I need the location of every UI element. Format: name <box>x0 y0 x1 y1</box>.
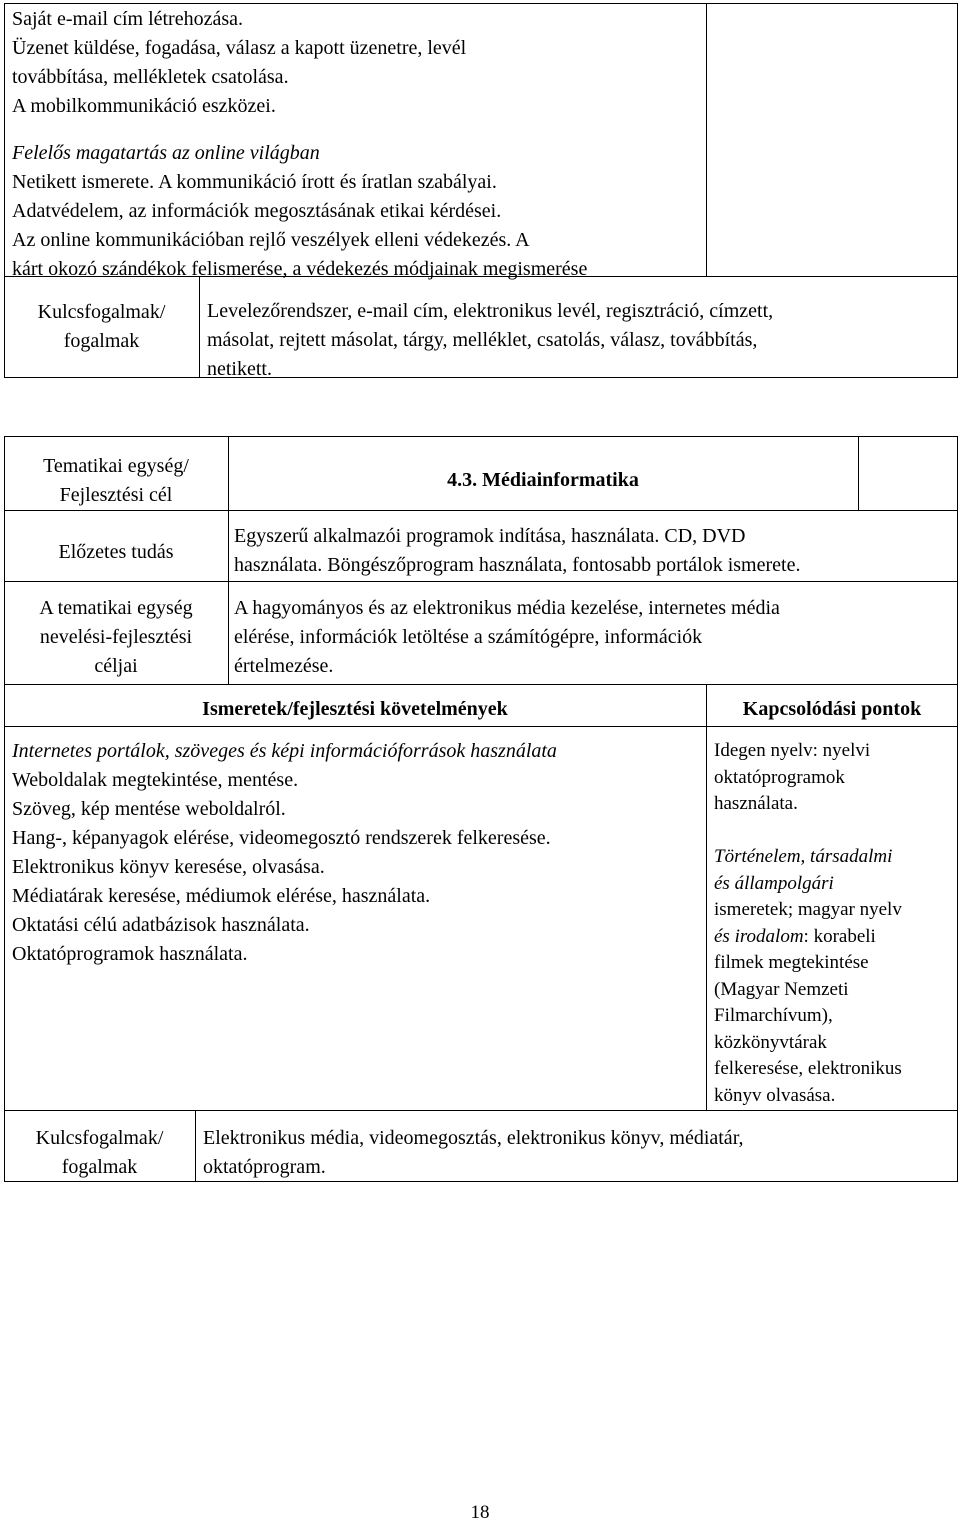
links-line: felkeresése, elektronikus <box>714 1058 902 1079</box>
unit-title <box>228 466 858 495</box>
key-label-line: Kulcsfogalmak/ <box>37 301 166 323</box>
goals-label-line: céljai <box>94 655 138 677</box>
table-2-key-divider <box>195 1110 196 1182</box>
links-line: könyv olvasása. <box>714 1084 836 1106</box>
unit-label-line: Tematikai egység/ <box>43 455 189 477</box>
links-line <box>714 924 902 951</box>
links-line: Idegen nyelv: nyelvi <box>714 740 871 761</box>
goals-label-line: nevelési-fejlesztési <box>39 626 193 648</box>
links-line: ismeretek; magyar nyelv <box>714 899 902 920</box>
links-line: (Magyar Nemzeti <box>714 978 849 1000</box>
goals-text-line: értelmezése. <box>234 655 334 677</box>
table-1-col-divider-top <box>706 3 707 276</box>
goals-label <box>4 594 228 681</box>
req-list <box>12 737 557 969</box>
content-line: Üzenet küldése, fogadása, válasz a kapott üzenetre, levél <box>12 37 467 59</box>
links-header <box>706 695 958 724</box>
key-text-line: netikett. <box>207 358 272 380</box>
content-line: továbbítása, mellékletek csatolása. <box>12 66 289 88</box>
prior-text-line: Egyszerű alkalmazói programok indítása, használata. CD, DVD <box>234 525 746 547</box>
req-line: Médiatárak keresése, médiumok elérése, használata. <box>12 885 431 907</box>
links-header-text: Kapcsolódási pontok <box>742 698 922 720</box>
prior-label-text: Előzetes tudás <box>58 541 174 563</box>
prior-text <box>234 522 800 580</box>
req-line: Hang-, képanyagok elérése, videomegosztó rendszerek felkeresése. <box>12 827 551 849</box>
req-line: Weboldalak megtekintése, mentése. <box>12 769 299 791</box>
goals-text-line: A hagyományos és az elektronikus média kezelése, internetes média <box>234 597 780 619</box>
prior-label <box>4 538 228 567</box>
links-line: használata. <box>714 793 798 814</box>
table-2-key-text <box>203 1124 744 1182</box>
key-text-line: másolat, rejtett másolat, tárgy, melléklet, csatolás, válasz, továbbítás, <box>207 329 758 351</box>
table-2-header-right-divider <box>858 436 859 510</box>
goals-label-line: A tematikai egység <box>39 597 193 619</box>
key-text-line: Elektronikus média, videomegosztás, elektronikus könyv, médiatár, <box>203 1127 744 1149</box>
table-2-row-divider <box>4 726 958 727</box>
content-line: kárt okozó szándékok felismerése, a védekezés módjainak megismerése <box>12 258 588 280</box>
table-1-col-divider-key <box>199 276 200 378</box>
req-line: Oktatási célú adatbázisok használata. <box>12 914 310 936</box>
key-text-line: Levelezőrendszer, e-mail cím, elektronikus levél, regisztráció, címzett, <box>207 300 774 322</box>
links-block-history <box>714 844 902 1109</box>
req-section-heading: Internetes portálok, szöveges és képi információforrások használata <box>12 740 557 762</box>
links-line: és állampolgári <box>714 872 834 894</box>
unit-label-line: Fejlesztési cél <box>59 484 173 506</box>
table-2-key-label <box>4 1124 195 1182</box>
links-line: közkönyvtárak <box>714 1031 827 1053</box>
table-2-row-divider <box>4 581 958 582</box>
req-header-text: Ismeretek/fejlesztési követelmények <box>202 698 508 720</box>
goals-text-line: elérése, információk letöltése a számítógépre, információk <box>234 626 703 648</box>
page-number: 18 <box>470 1502 490 1523</box>
key-label-line: fogalmak <box>61 1156 138 1178</box>
content-line: Netikett ismerete. A kommunikáció írott és íratlan szabályai. <box>12 171 497 193</box>
key-text-line: oktatóprogram. <box>203 1156 326 1178</box>
content-line: Adatvédelem, az információk megosztásának etikai kérdései. <box>12 200 502 222</box>
content-line: A mobilkommunikáció eszközei. <box>12 95 276 117</box>
unit-title-text: 4.3. Médiainformatika <box>447 469 639 491</box>
links-line: Filmarchívum), <box>714 1005 833 1026</box>
links-line: filmek megtekintése <box>714 952 869 973</box>
prior-text-line: használata. Böngészőprogram használata, fontosabb portálok ismerete. <box>234 554 801 576</box>
table-1-content-list <box>12 5 587 284</box>
table-1-key-text <box>207 297 773 384</box>
table-2-req-divider <box>706 684 707 1110</box>
links-block-language <box>714 738 870 818</box>
table-2-row-divider <box>4 1110 958 1111</box>
table-2-row-divider <box>4 684 958 685</box>
links-line-rest: : korabeli <box>803 925 876 947</box>
links-line: oktatóprogramok <box>714 766 845 788</box>
content-line: Az online kommunikációban rejlő veszélyek elleni védekezés. A <box>12 229 530 251</box>
key-label-line: Kulcsfogalmak/ <box>35 1127 164 1149</box>
req-line: Elektronikus könyv keresése, olvasása. <box>12 856 325 878</box>
unit-label <box>4 452 228 510</box>
goals-text <box>234 594 780 681</box>
links-line-italic-part: és irodalom <box>714 925 804 947</box>
req-line: Szöveg, kép mentése weboldalról. <box>12 798 286 820</box>
content-line: Saját e-mail cím létrehozása. <box>12 8 244 30</box>
links-line: Történelem, társadalmi <box>714 846 893 867</box>
req-header <box>4 695 706 724</box>
req-line: Oktatóprogramok használata. <box>12 943 248 965</box>
key-label-line: fogalmak <box>63 330 140 352</box>
table-1-key-label <box>4 298 199 356</box>
table-2-row-divider <box>4 510 958 511</box>
content-section-heading: Felelős magatartás az online világban <box>12 142 320 164</box>
